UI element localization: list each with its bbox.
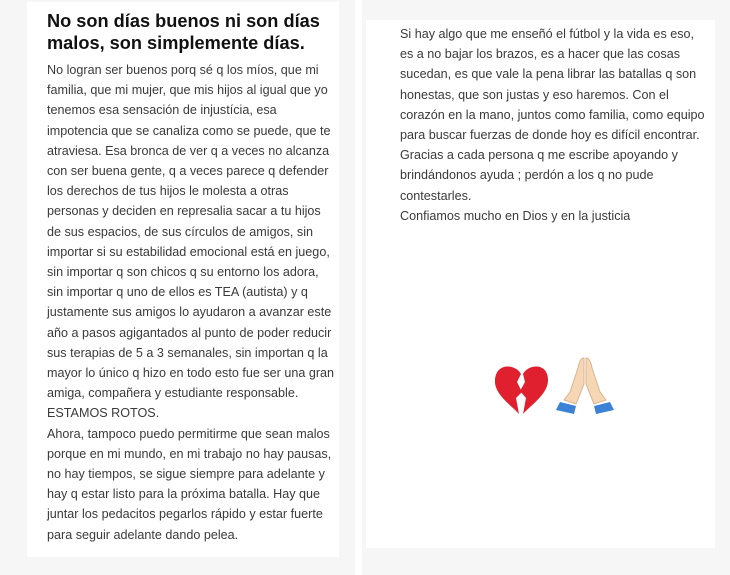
post-title: No son días buenos ni son días malos, son simplemente días. (47, 11, 320, 53)
broken-heart-icon (492, 362, 550, 416)
left-post-panel (0, 0, 355, 575)
panel-divider (355, 0, 362, 575)
emoji-row (492, 354, 616, 416)
praying-hands-icon (554, 354, 616, 416)
right-post-panel (362, 0, 730, 575)
right-post-body: Si hay algo que me enseñó el fútbol y la vida es eso, es a no bajar los brazos, es a hacer que las cosas sucedan, es que vale la pena librar las batallas q son honestas, que son justas y eso haremos. Con el corazón en la mano, juntos como familia, como equipo para buscar fuerzas de donde hoy es difícil encontrar. Gracias a cada persona q me escribe apoyando y brindándonos ayuda ; perdón a los q no pude contestarles. Confiamos mucho en Dios y en la justicia (400, 27, 705, 223)
right-post-card (366, 20, 715, 548)
left-post-body: No logran ser buenos porq sé q los míos, que mi familia, que mi mujer, que mis hijos al igual que yo tenemos esa sensación de injustícia, esa impotencia que se canaliza como se puede, que te atraviesa. Esa bronca de ver q a veces no alcanza con ser buena gente, q a veces parece q defender los derechos de tus hijos le molesta a otras personas y deciden en represalia sacar a tu hijos de sus espacios, de sus círculos de amigos, sin importar si su estabilidad emocional está en juego, sin importar q son chicos q su entorno los adora, sin importar q uno de ellos es TEA (autista) y q justamente sus amigos lo ayudaron a avanzar este año a pasos agigantados al punto de poder reducir sus terapias de 5 a 3 semanales, sin importan q la mayor lo único q hizo en todo esto fue ser una gran amiga, compañera y estudiante responsable. ESTAMOS ROTOS. Ahora, tampoco puedo permitirme que sean malos porque en mi mundo, en mi trabajo no hay pausas, no hay tiempos, se sigue siempre para adelante y hay q estar listo para la próxima batalla. Hay que juntar los pedacitos pegarlos rápido y estar fuerte para seguir adelante dando pelea. (47, 63, 335, 542)
left-post-card (27, 2, 339, 557)
